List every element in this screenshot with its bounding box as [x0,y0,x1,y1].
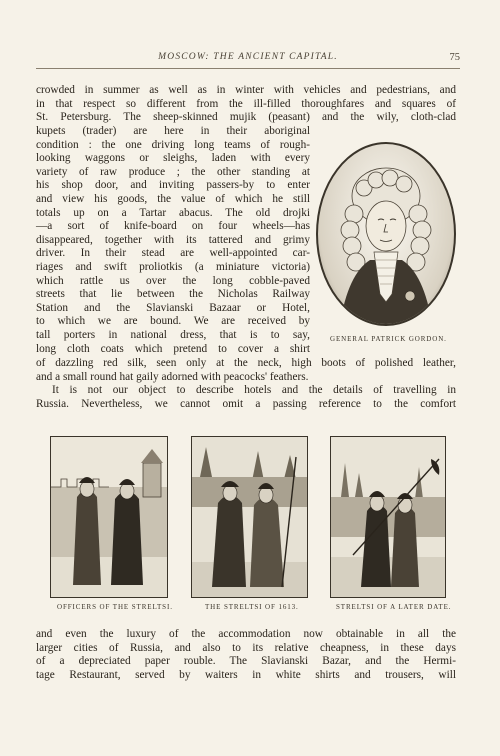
text-line: looking waggons or sleighs, laden with every [36,152,310,165]
text-line: Russia. Nevertheless, we cannot omit a passing reference to the comfort [36,397,456,410]
text-line: to which we are bound. We are received by [36,315,310,328]
text-line: long cloth coats which pretend to cover a shirt [36,342,310,355]
portrait-general-gordon [316,142,456,326]
text-line: of a depreciated paper rouble. The Slavianski Bazar, and the Hermi- [36,655,456,668]
text-line: crowded in summer as well as in winter with vehicles and pedestrians, and [36,84,456,96]
text-line: in that respect so different from the ill-filled thoroughfares and squares of [36,97,456,110]
text-line: larger cities of Russia, and also to its relative cheapness, in these days [36,641,456,654]
text-line: of dazzling red silk, seen only at the neck, high boots of polished leather, [36,357,456,369]
text-line: Station and the Slavianski Bazaar or Hotel, [36,301,310,314]
text-line: driver. In their stead are well-appointed car- [36,247,310,260]
text-line: and a small round hat gaily adorned with peacocks' feathers. [36,370,309,383]
text-line: St. Petersburg. The sheep-skinned mujik (peasant) and the wily, cloth-clad [36,111,456,124]
paragraph-top [36,84,456,125]
text-line: tage Restaurant, served by waiters in white shirts and trousers, will [36,668,456,681]
plate3-caption: STRELTSI OF A LATER DATE. [336,603,452,611]
text-line: his shop door, and inviting passers-by to enter [36,179,310,192]
text-line: condition : the one driving long teams of rough- [36,138,310,151]
portrait-caption: GENERAL PATRICK GORDON. [330,335,447,343]
plate1-caption: OFFICERS OF THE STRELTSI. [57,603,173,611]
text-line: which rattle us over the long cobble-paved [36,274,310,287]
text-line: —a sort of knife-board on four wheels—has [36,220,310,233]
paragraph-after-portrait [36,357,456,411]
page-header [36,50,460,69]
paragraph-narrow [36,125,310,356]
plate2-caption: THE STRELTSI OF 1613. [205,603,299,611]
portrait-figure [316,142,456,328]
text-line: riages and swift proliotkis (a miniature victoria) [36,260,310,273]
text-line: kupets (trader) are here in their aboriginal [36,125,310,137]
text-line: and view his goods, the value of which he still [36,192,310,205]
text-line: It is not our object to describe hotels and the details of travelling in [52,384,456,397]
plate-streltsi-later [330,436,446,598]
text-line: variety of raw produce ; the other standing at [36,165,310,178]
paragraph-bottom [36,628,456,682]
text-line: totals up on a Tartar abacus. The old drojki [36,206,310,219]
plate-streltsi-1613 [191,436,308,598]
running-head: MOSCOW: THE ANCIENT CAPITAL. [158,52,338,62]
text-line: disappeared, together with its tattered and grimy [36,233,310,246]
text-line: and even the luxury of the accommodation now obtainable in all the [36,628,456,640]
text-line: streets that lie between the Nicholas Railway [36,288,310,301]
plate-officers-streltsi [50,436,168,598]
page-number: 75 [449,52,460,63]
text-line: tall porters in national dress, that is to say, [36,328,310,341]
